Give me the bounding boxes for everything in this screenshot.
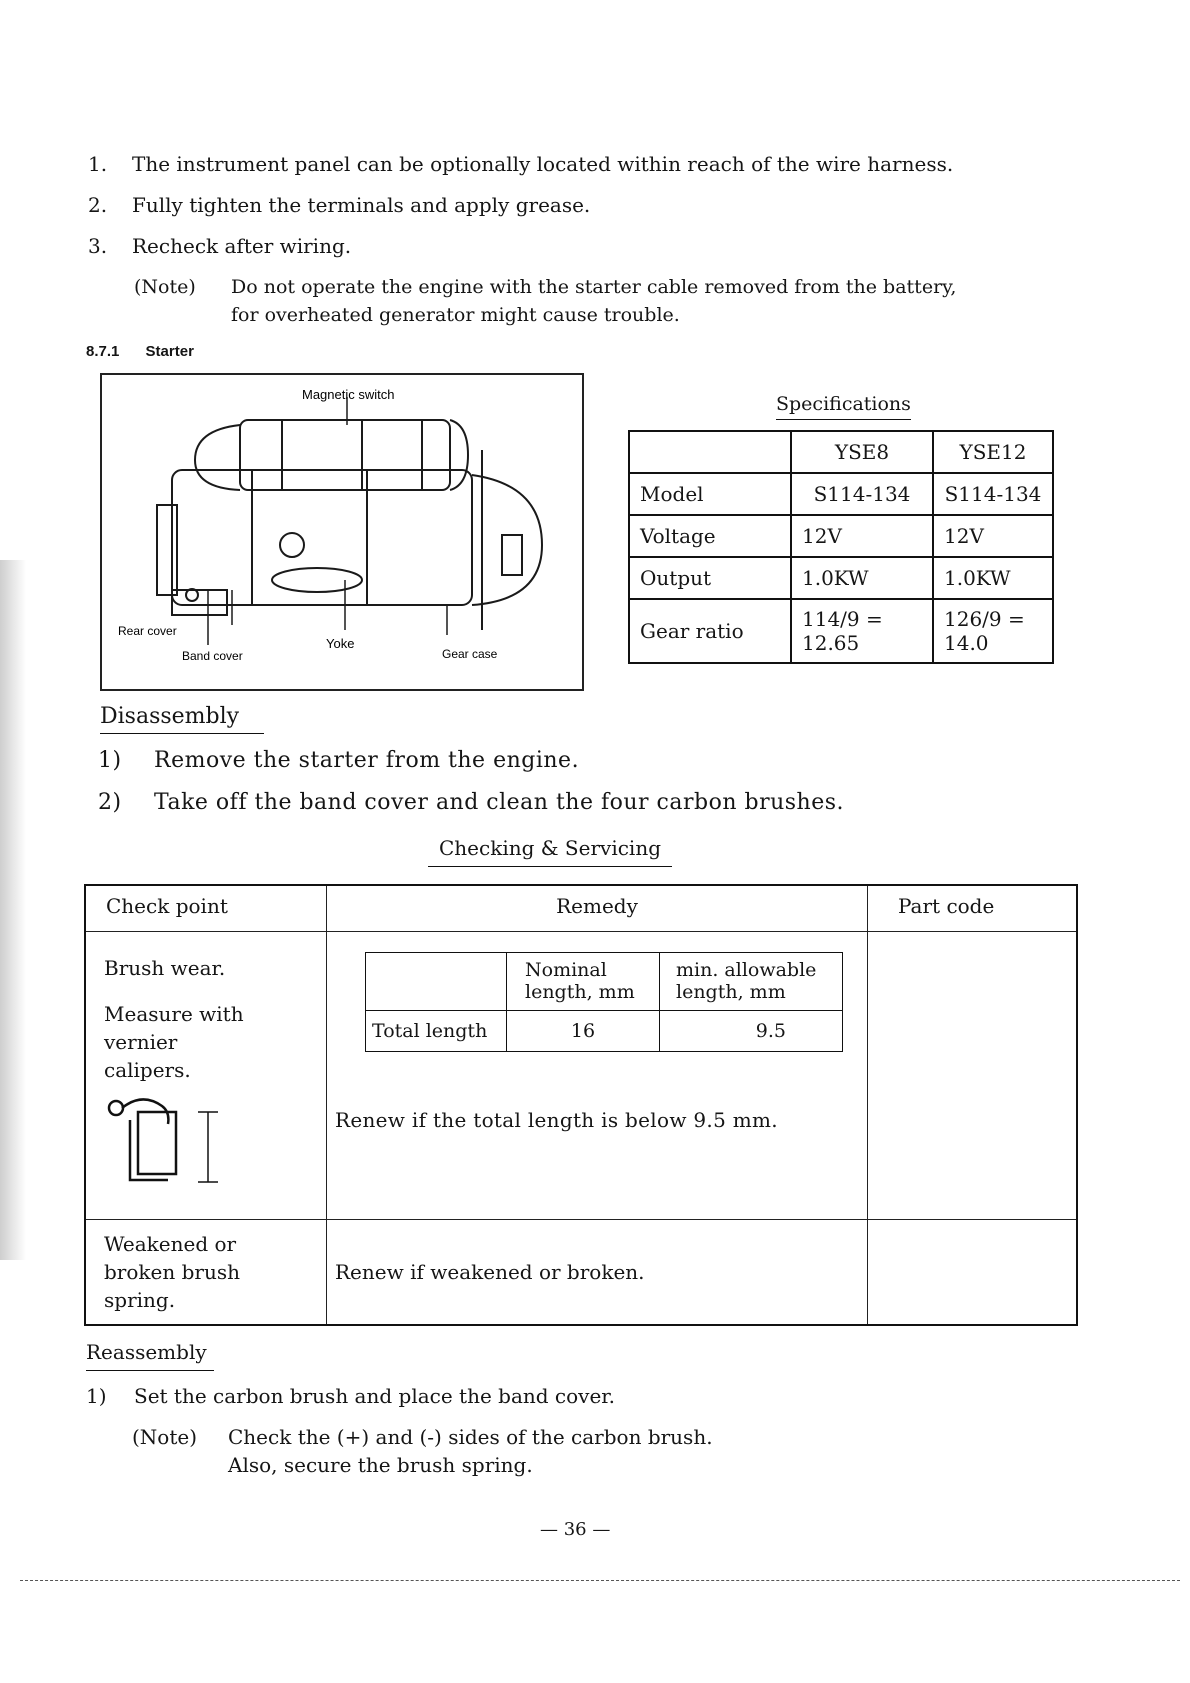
page-number: — 36 — (540, 1519, 611, 1540)
step-number: 1) (98, 748, 122, 773)
part-code-cell (868, 1219, 1078, 1325)
header-check-point: Check point (85, 885, 327, 931)
brush-length-row (366, 1010, 843, 1051)
note-line-2: for overheated generator might cause trouble. (231, 304, 680, 326)
spec-row (629, 599, 1053, 663)
gear-ratio-yse12-line1: 126/9 = (944, 607, 1025, 631)
spec-header-yse8: YSE8 (791, 431, 933, 473)
remedy-text: Renew if the total length is below 9.5 mm. (335, 1107, 778, 1132)
spec-header-empty (629, 431, 791, 473)
check-point-line: broken brush (104, 1259, 240, 1284)
check-point-line: calipers. (104, 1057, 191, 1082)
spec-row (629, 515, 1053, 557)
note-line-1: Do not operate the engine with the starter cable removed from the battery, (231, 276, 957, 298)
disassembly-heading: Disassembly (100, 704, 264, 734)
brush-length-table (365, 952, 843, 1052)
brush-length-header-row (366, 952, 843, 1010)
spec-label: Voltage (629, 515, 791, 557)
header-min-allowable-length (660, 952, 843, 1010)
header-line: length, mm (676, 981, 786, 1003)
label-yoke: Yoke (326, 636, 355, 651)
reassembly-heading: Reassembly (86, 1340, 214, 1371)
check-point-cell (85, 1219, 327, 1325)
check-point-line: Measure with (104, 1001, 244, 1026)
checking-header-row (85, 885, 1077, 931)
spec-value-yse12: 1.0KW (933, 557, 1053, 599)
remedy-cell (327, 931, 868, 1219)
check-point-line: vernier (104, 1029, 178, 1054)
label-gear-case: Gear case (442, 647, 498, 661)
spec-value-yse8: S114-134 (791, 473, 933, 515)
checking-row-brush-spring (85, 1219, 1077, 1325)
check-point-line: spring. (104, 1287, 176, 1312)
step-number: 1) (86, 1384, 107, 1408)
specifications-title: Specifications (776, 393, 911, 420)
list-text: Fully tighten the terminals and apply grease. (132, 193, 591, 217)
check-point-cell (85, 931, 327, 1219)
spec-value-yse8: 12V (791, 515, 933, 557)
reassembly-note-line-1: Check the (+) and (-) sides of the carbon brush. (228, 1425, 713, 1449)
brush-length-corner (366, 952, 507, 1010)
min-allowable-value: 9.5 (660, 1010, 843, 1051)
starter-figure (100, 373, 584, 691)
check-point-line: Brush wear. (104, 955, 226, 980)
header-remedy: Remedy (327, 885, 868, 931)
list-number: 1. (88, 152, 108, 176)
spec-row (629, 473, 1053, 515)
step-text: Take off the band cover and clean the four carbon brushes. (154, 790, 845, 815)
gear-ratio-yse12-line2: 14.0 (944, 631, 989, 655)
header-nominal-length (507, 952, 660, 1010)
spec-label: Model (629, 473, 791, 515)
spec-header-yse12: YSE12 (933, 431, 1053, 473)
reassembly-note-label: (Note) (132, 1425, 198, 1449)
gear-ratio-yse8-line2: 12.65 (802, 631, 860, 655)
list-number: 2. (88, 193, 108, 217)
spec-row (629, 557, 1053, 599)
label-magnetic-switch: Magnetic switch (302, 387, 395, 402)
section-number: 8.7.1 (86, 343, 120, 360)
list-item-1 (88, 152, 953, 176)
label-rear-cover: Rear cover (118, 624, 177, 638)
starter-motor-illustration (102, 375, 582, 689)
gear-ratio-yse8-line1: 114/9 = (802, 607, 883, 631)
spec-value-yse8: 1.0KW (791, 557, 933, 599)
list-text: Recheck after wiring. (132, 234, 352, 258)
checking-table (84, 884, 1078, 1326)
header-line: Nominal (525, 959, 607, 981)
spec-value-yse8 (791, 599, 933, 663)
list-item-3 (88, 234, 351, 258)
nominal-value: 16 (507, 1010, 660, 1051)
spec-value-yse12: S114-134 (933, 473, 1053, 515)
list-number: 3. (88, 234, 108, 258)
spec-label: Output (629, 557, 791, 599)
specifications-table (628, 430, 1054, 664)
header-part-code: Part code (868, 885, 1078, 931)
scan-dashed-line (20, 1580, 1180, 1581)
reassembly-note-line-2: Also, secure the brush spring. (228, 1453, 533, 1477)
row-label: Total length (366, 1010, 507, 1051)
check-point-line: Weakened or (104, 1231, 237, 1256)
spec-value-yse12 (933, 599, 1053, 663)
spec-header-row (629, 431, 1053, 473)
remedy-text: Renew if weakened or broken. (327, 1219, 868, 1325)
section-heading (86, 343, 194, 360)
spec-label: Gear ratio (629, 599, 791, 663)
step-text: Remove the starter from the engine. (154, 748, 580, 773)
section-title: Starter (145, 343, 194, 360)
disassembly-step-2 (98, 790, 844, 815)
disassembly-step-1 (98, 748, 579, 773)
label-band-cover: Band cover (182, 649, 243, 663)
header-line: length, mm (525, 981, 635, 1003)
list-text: The instrument panel can be optionally located within reach of the wire harness. (132, 152, 954, 176)
checking-row-brush-wear (85, 931, 1077, 1219)
list-item-2 (88, 193, 590, 217)
scan-edge-shadow (0, 560, 26, 1260)
header-line: min. allowable (676, 959, 817, 981)
step-number: 2) (98, 790, 122, 815)
reassembly-step-1 (86, 1384, 615, 1408)
checking-heading: Checking & Servicing (428, 836, 672, 867)
carbon-brush-icon (104, 1090, 234, 1190)
part-code-cell (868, 931, 1078, 1219)
step-text: Set the carbon brush and place the band cover. (134, 1384, 616, 1408)
spec-value-yse12: 12V (933, 515, 1053, 557)
note-label: (Note) (134, 276, 196, 298)
